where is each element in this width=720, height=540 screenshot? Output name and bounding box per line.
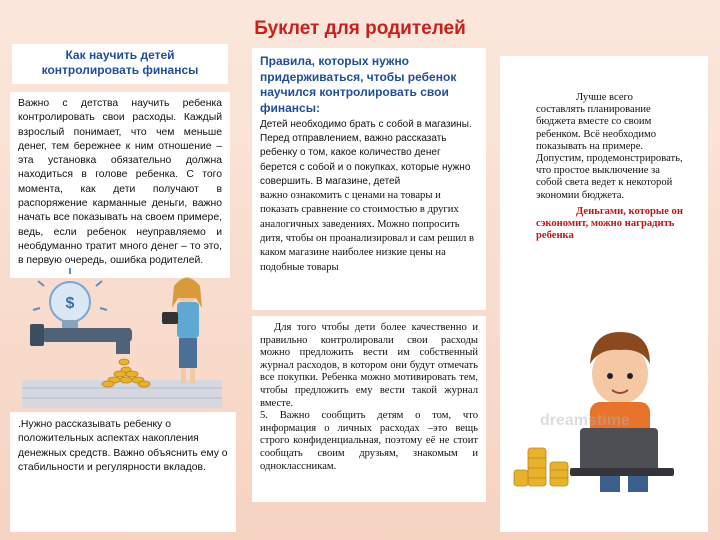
reward-highlight: Деньгами, которые он сэкономит, можно наградить ребенка	[536, 205, 683, 242]
boy-with-laptop-illustration	[510, 318, 710, 496]
journal-box	[252, 316, 486, 502]
col1-footer: .Нужно рассказывать ребенку о положительных аспектах накопления денежных средств. Важно объяснить ему о стабильности и регулярности вкладов.	[10, 412, 236, 532]
coin-stacks	[514, 448, 568, 486]
col1-heading: Как научить детей контролировать финансы	[12, 44, 228, 84]
watermark: dreamstime	[540, 412, 630, 429]
budget-text: Лучше всего составлять планирование бюджета вместе со своим ребенком. Всё необходимо показывать на примере. Допустим, продемонстрировать, что простое выключение за собой света ведет к некоторой экономии бюджета.	[536, 92, 683, 201]
rules-body: Детей необходимо брать с собой в магазины. Перед отправлением, важно рассказать ребенку о том, какое количество денег берется с собой и о покупках, которые нужно совершить. В магазине, детей	[260, 119, 472, 187]
confidential-paragraph: 5. Важно сообщить детям о том, что информация о личных расходах –это вещь строго конфиденциальная, поэтому её не стоит сообщать своим друзьям, знакомым и одноклассникам.	[260, 410, 478, 472]
svg-text:$: $	[65, 295, 75, 312]
girl-with-tablet-illustration	[162, 277, 202, 384]
lightbulb-faucet-illustration	[22, 268, 222, 408]
rules-body-cont: важно ознакомить с ценами на товары и показать сравнение со стоимостью в других аналогичных заведениях. Можно попросить дитя, чтобы он проанализировал и сам решил в каком магазине наиболее низкие цены на подобные товары	[260, 190, 474, 273]
col1-body: Важно с детства научить ребенка контролировать свои расходы. Каждый взрослый понимает, что чем меньше денег, тем бережнее к ним отношение – эта установка обязательно должна находиться в голове ребенка. С того момента, как дети получают в распоряжение карманные деньги, важно начать все показывать на своем примере, ведь, если ребенок неуправляемо и необдуманно тратит много денег – то это, в первую очередь, ошибка родителей.	[10, 92, 230, 278]
page-title: Буклет для родителей	[254, 18, 466, 39]
journal-paragraph: Для того чтобы дети более качественно и правильно контролировали свои расходы можно предложить вести им собственный журнал расходов, в котором они будут отмечать все покупки. Ребенка можно мотивировать тем, чтобы предложить ему вести такой журнал вместе.	[260, 322, 478, 409]
rules-heading: Правила, которых нужно придерживаться, чтобы ребенок научился контролировать свои финансы:	[260, 54, 457, 115]
rules-box	[252, 48, 486, 310]
